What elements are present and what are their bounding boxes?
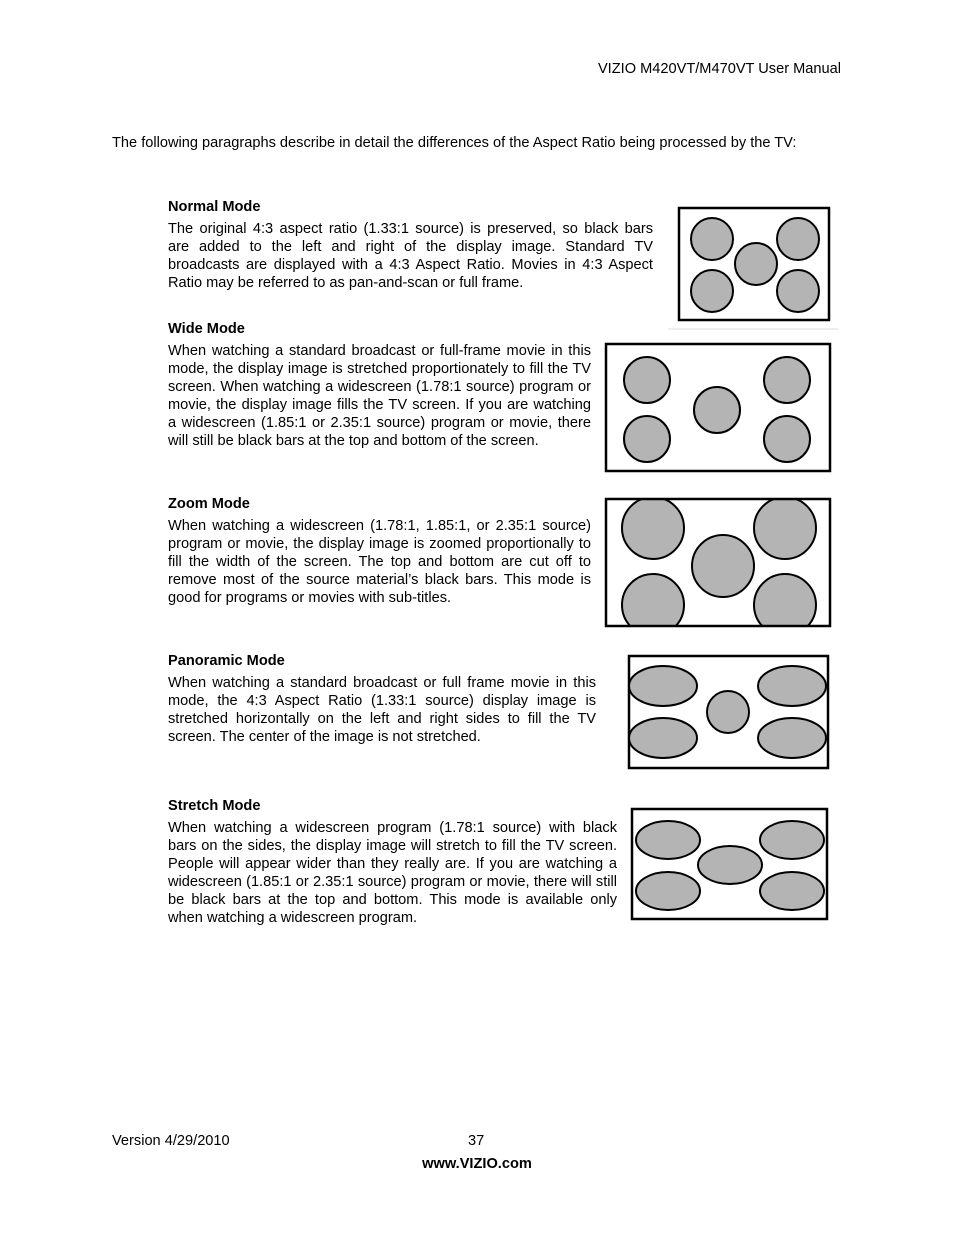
website-link[interactable]: www.VIZIO.com	[422, 1156, 532, 1172]
section-body: When watching a widescreen (1.78:1, 1.85:1, or 2.35:1 source) program or movie, the display image is zoomed proportionally to fill the width of the screen. The top and bottom are cut off to remove most of the source material’s black bars. This mode is good for programs or movies with sub-titles.	[168, 518, 591, 606]
intro-paragraph: The following paragraphs describe in detail the differences of the Aspect Ratio being processed by the TV:	[112, 135, 797, 151]
wide-mode-diagram	[604, 342, 832, 474]
section-body: When watching a standard broadcast or full-frame movie in this mode, the display image is stretched proportionately to fill the TV screen. When watching a widescreen (1.78:1 source) program or movie, the display image fills the TV screen. If you are watching a widescreen (1.85:1 or 2.35:1 source) program or movie, there will still be black bars at the top and bottom of the screen.	[168, 343, 591, 449]
section-body: When watching a standard broadcast or full frame movie in this mode, the 4:3 Aspect Ratio (1.33:1 source) display image is stretched horizontally on the left and right sides to fill the TV screen. The center of the image is not stretched.	[168, 675, 596, 745]
section-title: Normal Mode	[168, 199, 261, 215]
section-title: Zoom Mode	[168, 496, 250, 512]
section-title: Stretch Mode	[168, 798, 261, 814]
zoom-mode-diagram	[604, 497, 832, 629]
page-number: 37	[468, 1133, 485, 1149]
manual-title: VIZIO M420VT/M470VT User Manual	[597, 61, 841, 77]
section-wide-mode	[168, 320, 591, 450]
normal-mode-diagram	[668, 205, 838, 331]
section-title: Wide Mode	[168, 321, 245, 337]
section-zoom-mode	[168, 495, 591, 607]
section-normal-mode	[168, 198, 653, 292]
section-stretch-mode	[168, 797, 617, 927]
footer-version: Version 4/29/2010	[112, 1133, 230, 1149]
stretch-mode-diagram	[630, 807, 830, 922]
section-body: When watching a widescreen program (1.78:1 source) with black bars on the sides, the display image will stretch to fill the TV screen. People will appear wider than they really are. If you are watching a widescreen (1.85:1 or 2.35:1 source) program or movie, there will still be black bars at the top and bottom. This mode is available only when watching a widescreen program.	[168, 820, 617, 926]
section-panoramic-mode	[168, 652, 596, 746]
section-title: Panoramic Mode	[168, 653, 285, 669]
section-body: The original 4:3 aspect ratio (1.33:1 source) is preserved, so black bars are added to the left and right of the display image. Standard TV broadcasts are displayed with a 4:3 Aspect Ratio. Movies in 4:3 Aspect Ratio may be referred to as pan-and-scan or full frame.	[168, 221, 653, 291]
panoramic-mode-diagram	[627, 654, 831, 771]
